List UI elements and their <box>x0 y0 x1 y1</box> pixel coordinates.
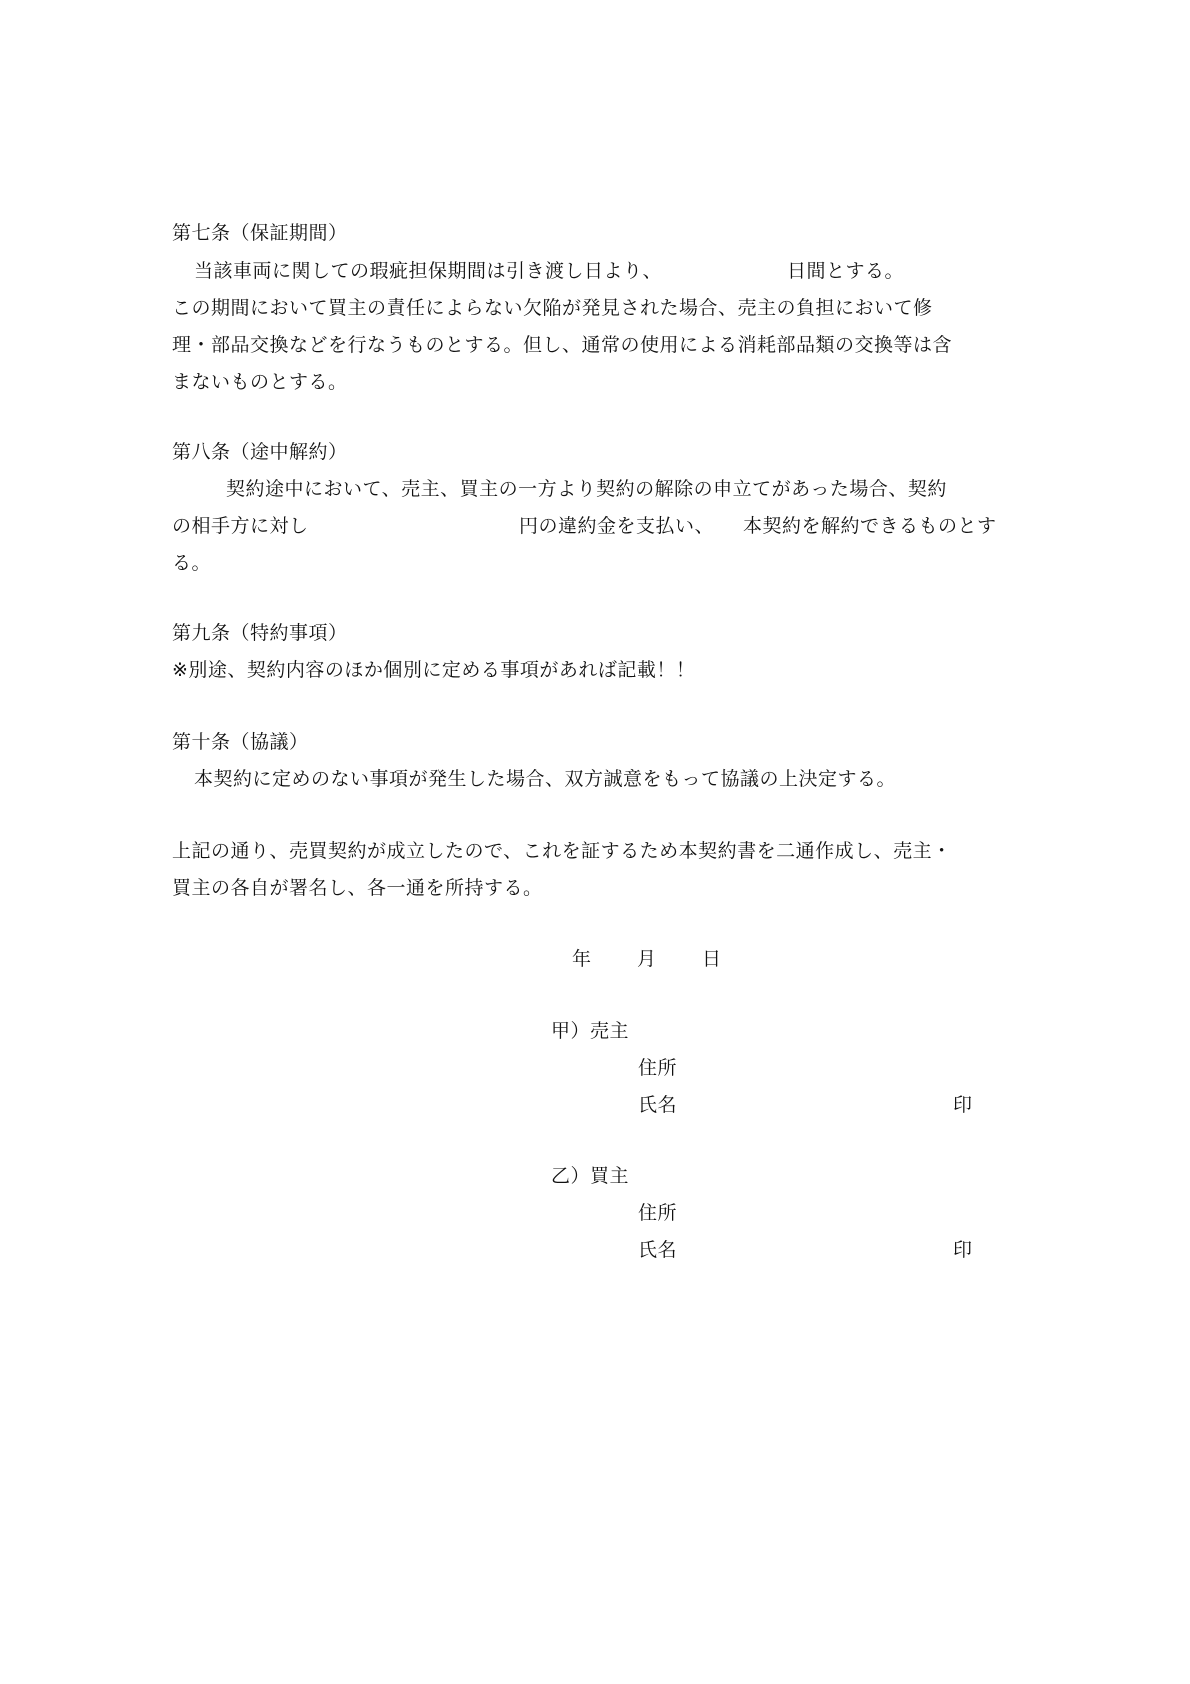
article8-line1: 契約途中において、売主、買主の一方より契約の解除の申立てがあった場合、契約 <box>226 478 947 500</box>
article8-line2-a: の相手方に対し <box>172 515 309 537</box>
closing-line2: 買主の各自が署名し、各一通を所持する。 <box>172 877 543 899</box>
seller-heading: 甲）売主 <box>551 1020 630 1042</box>
closing-line1: 上記の通り、売買契約が成立したので、これを証するため本契約書を二通作成し、売主・ <box>172 840 952 862</box>
buyer-address-label: 住所 <box>638 1202 678 1224</box>
date-day: 日 <box>702 948 722 970</box>
buyer-heading: 乙）買主 <box>551 1165 630 1187</box>
seller-address-label: 住所 <box>638 1057 678 1079</box>
article8-line3: る。 <box>172 552 212 574</box>
article7-line1-b: 日間とする。 <box>787 260 905 282</box>
article9-note: ※別途、契約内容のほか個別に定める事項があれば記載！！ <box>172 659 696 681</box>
article8-line2-c: 本契約を解約できるものとす <box>743 515 997 537</box>
date-year: 年 <box>572 948 592 970</box>
seller-name-label: 氏名 <box>638 1094 678 1116</box>
article9-title: 第九条（特約事項） <box>172 622 348 644</box>
article8-title: 第八条（途中解約） <box>172 441 348 463</box>
buyer-name-label: 氏名 <box>638 1239 678 1261</box>
article10-title: 第十条（協議） <box>172 731 309 753</box>
article7-line1-a: 当該車両に関しての瑕疵担保期間は引き渡し日より、 <box>194 260 663 282</box>
article7-title: 第七条（保証期間） <box>172 222 348 244</box>
article7-line2: この期間において買主の責任によらない欠陥が発見された場合、売主の負担において修 <box>172 297 933 319</box>
date-month: 月 <box>637 948 657 970</box>
article7-line3: 理・部品交換などを行なうものとする。但し、通常の使用による消耗部品類の交換等は含 <box>172 334 953 356</box>
article7-line4: まないものとする。 <box>172 371 348 393</box>
article10-line1: 本契約に定めのない事項が発生した場合、双方誠意をもって協議の上決定する。 <box>194 768 897 790</box>
article8-line2-b: 円の違約金を支払い、 <box>519 515 715 537</box>
buyer-seal: 印 <box>953 1239 973 1261</box>
seller-seal: 印 <box>953 1094 973 1116</box>
